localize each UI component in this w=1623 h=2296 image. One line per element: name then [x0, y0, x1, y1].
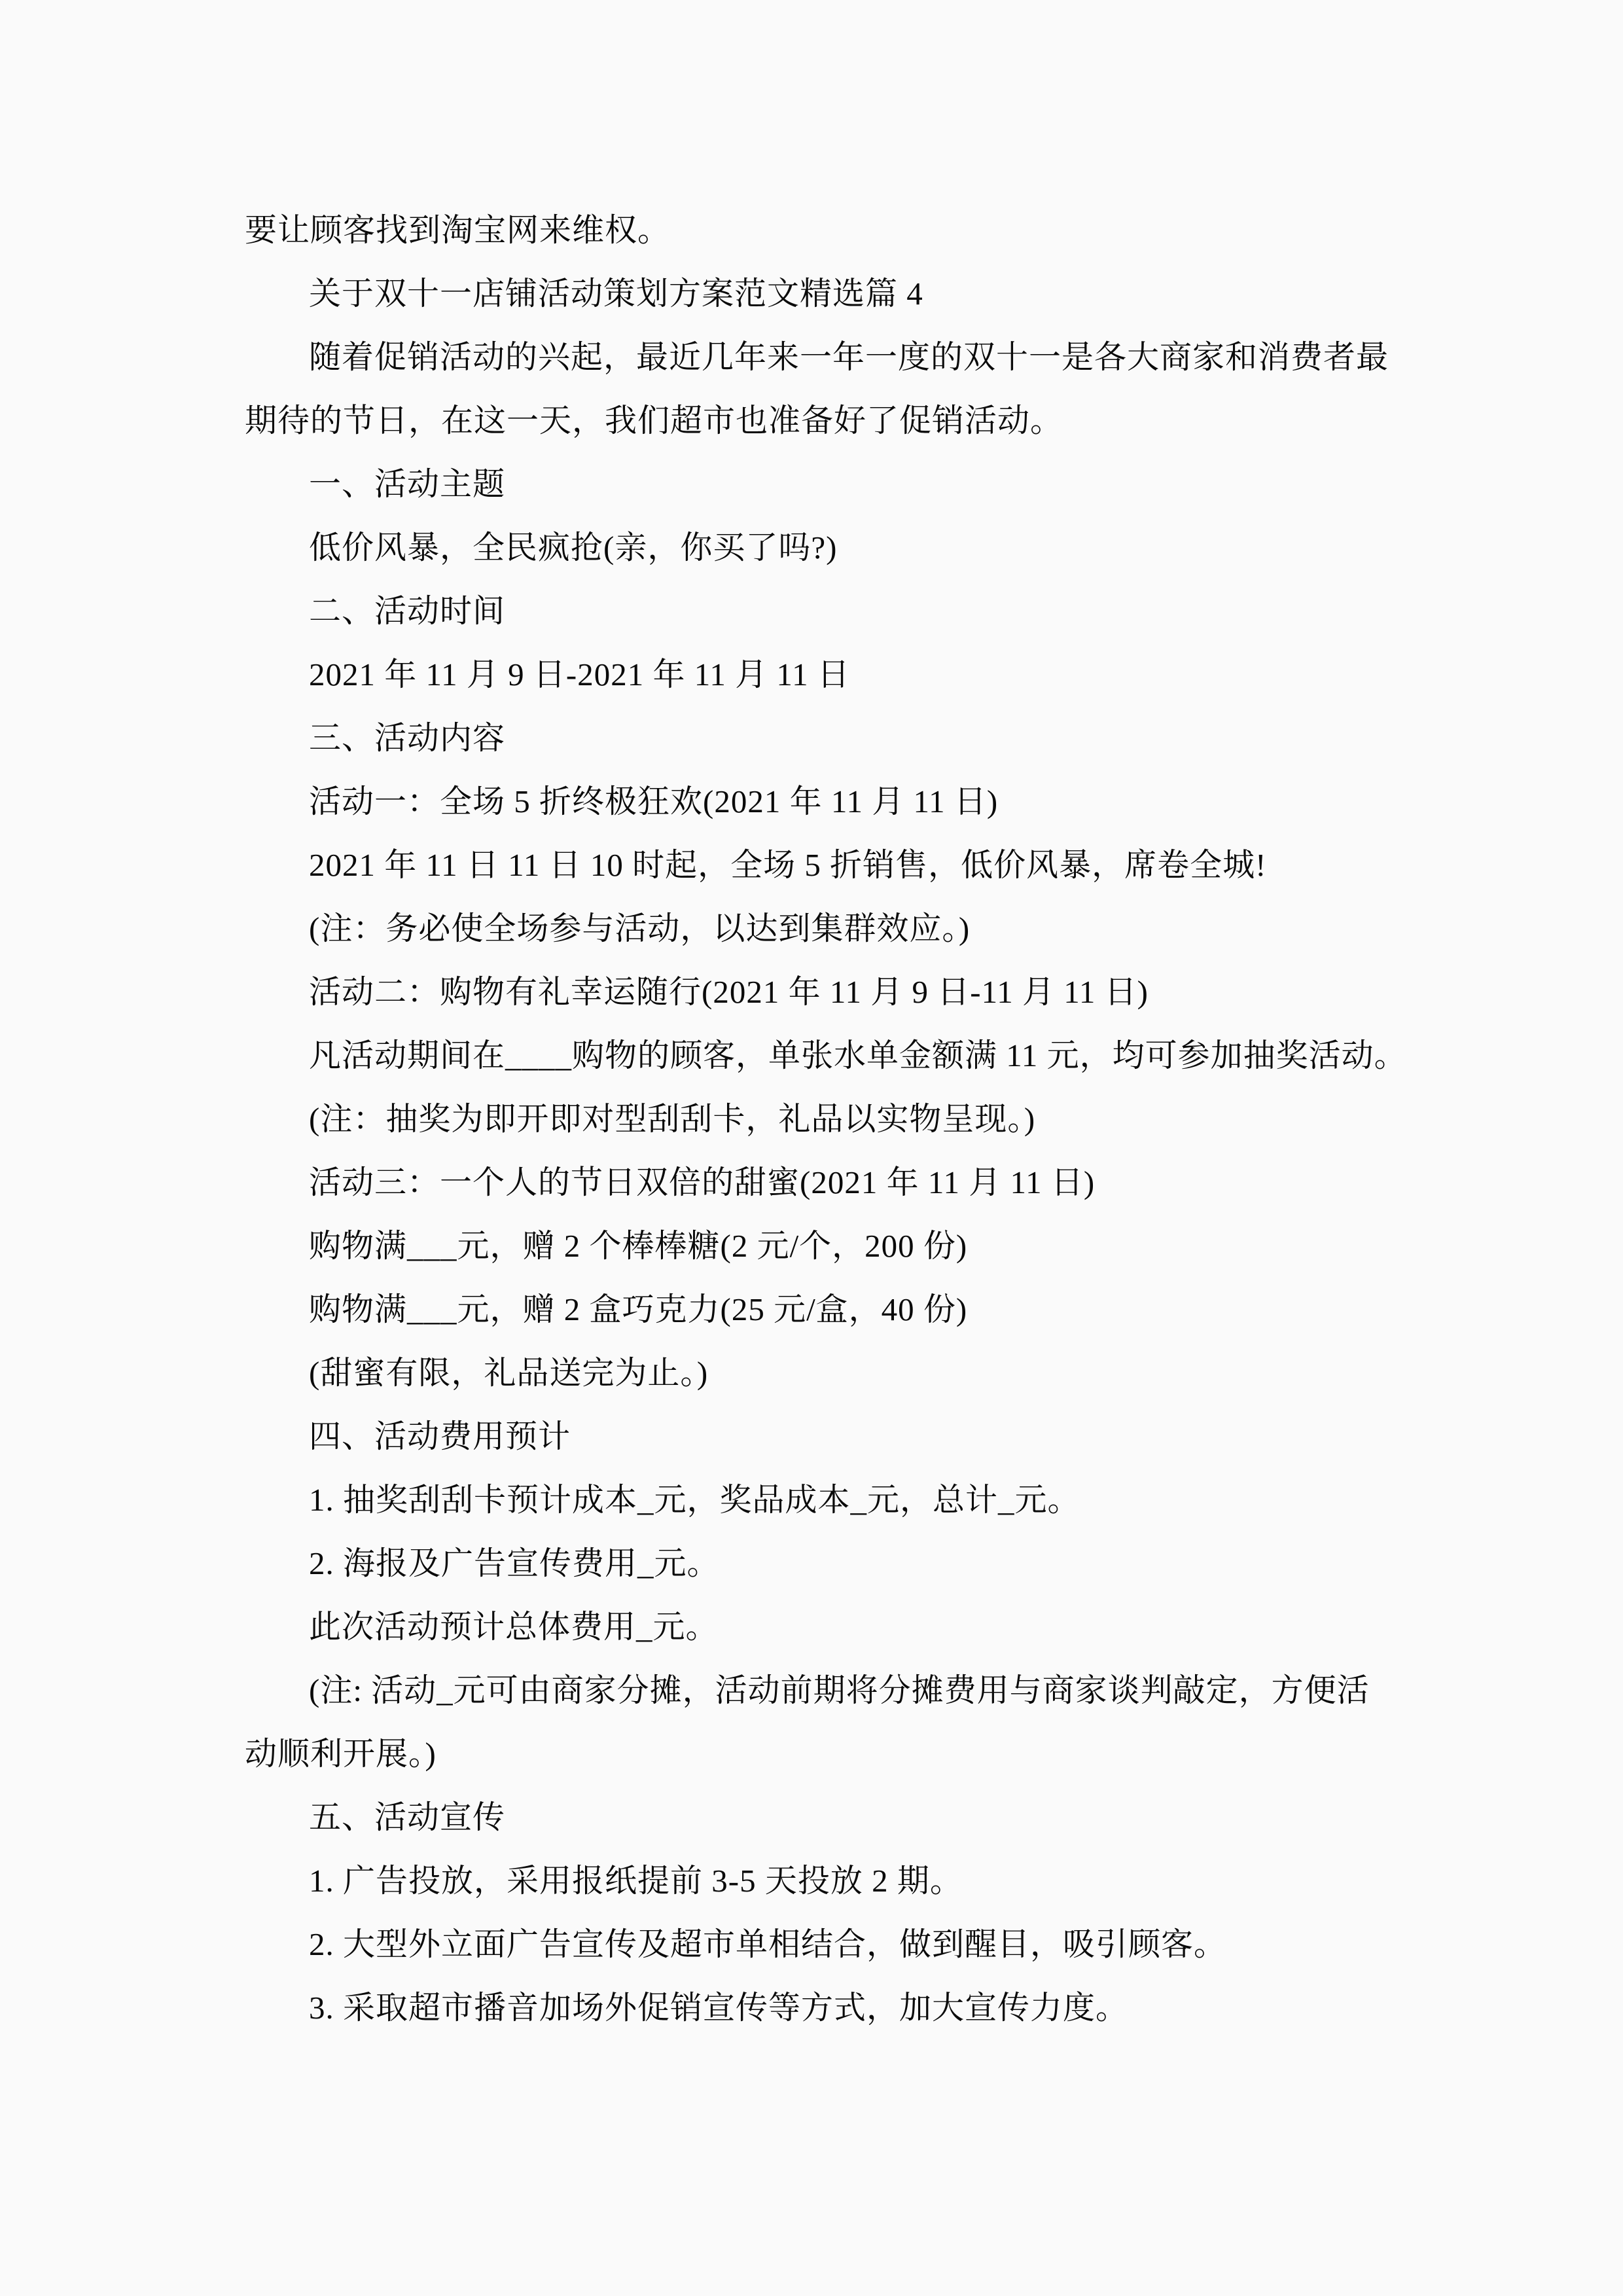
- text-line-6: 低价风暴，全民疯抢(亲，你买了吗?): [309, 529, 838, 565]
- text-line-23: 此次活动预计总体费用_元。: [309, 1609, 719, 1645]
- text-line-9: 三、活动内容: [309, 720, 506, 756]
- text-line-26: 五、活动宣传: [309, 1799, 506, 1835]
- text-line-10: 活动一：全场 5 折终极狂欢(2021 年 11 月 11 日): [309, 783, 999, 819]
- text-line-14: 凡活动期间在____购物的顾客，单张水单金额满 11 元，均可参加抽奖活动。: [309, 1037, 1407, 1073]
- text-line-19: (甜蜜有限，礼品送完为止。): [309, 1355, 709, 1391]
- text-line-18: 购物满___元，赠 2 盒巧克力(25 元/盒，40 份): [309, 1291, 968, 1327]
- text-line-25: 动顺利开展。): [245, 1736, 437, 1772]
- text-line-28: 2. 大型外立面广告宣传及超市单相结合，做到醒目，吸引顾客。: [309, 1926, 1227, 1962]
- text-line-17: 购物满___元，赠 2 个棒棒糖(2 元/个，200 份): [309, 1228, 968, 1264]
- text-line-15: (注：抽奖为即开即对型刮刮卡，礼品以实物呈现。): [309, 1101, 1036, 1137]
- text-line-22: 2. 海报及广告宣传费用_元。: [309, 1545, 720, 1581]
- text-line-16: 活动三：一个人的节日双倍的甜蜜(2021 年 11 月 11 日): [309, 1164, 1096, 1200]
- text-line-1: 要让顾客找到淘宝网来维权。: [245, 212, 671, 248]
- text-line-13: 活动二：购物有礼幸运随行(2021 年 11 月 9 日-11 月 11 日): [309, 974, 1149, 1010]
- text-line-24: (注: 活动_元可由商家分摊，活动前期将分摊费用与商家谈判敲定，方便活: [309, 1672, 1370, 1708]
- document-body: [245, 198, 1407, 2039]
- text-line-3: 随着促销活动的兴起，最近几年来一年一度的双十一是各大商家和消费者最: [309, 339, 1389, 375]
- text-line-29: 3. 采取超市播音加场外促销宣传等方式，加大宣传力度。: [309, 1990, 1129, 2026]
- text-line-27: 1. 广告投放，采用报纸提前 3-5 天投放 2 期。: [309, 1863, 963, 1899]
- text-line-7: 二、活动时间: [309, 593, 506, 629]
- text-line-8: 2021 年 11 月 9 日-2021 年 11 月 11 日: [309, 656, 850, 692]
- text-line-5: 一、活动主题: [309, 466, 506, 502]
- text-line-20: 四、活动费用预计: [309, 1418, 571, 1454]
- text-line-2: 关于双十一店铺活动策划方案范文精选篇 4: [309, 276, 923, 312]
- text-line-11: 2021 年 11 日 11 日 10 时起，全场 5 折销售，低价风暴，席卷全城!: [309, 847, 1267, 883]
- text-line-4: 期待的节日，在这一天，我们超市也准备好了促销活动。: [245, 403, 1063, 439]
- text-line-21: 1. 抽奖刮刮卡预计成本_元，奖品成本_元，总计_元。: [309, 1482, 1080, 1518]
- text-line-12: (注：务必使全场参与活动，以达到集群效应。): [309, 910, 971, 946]
